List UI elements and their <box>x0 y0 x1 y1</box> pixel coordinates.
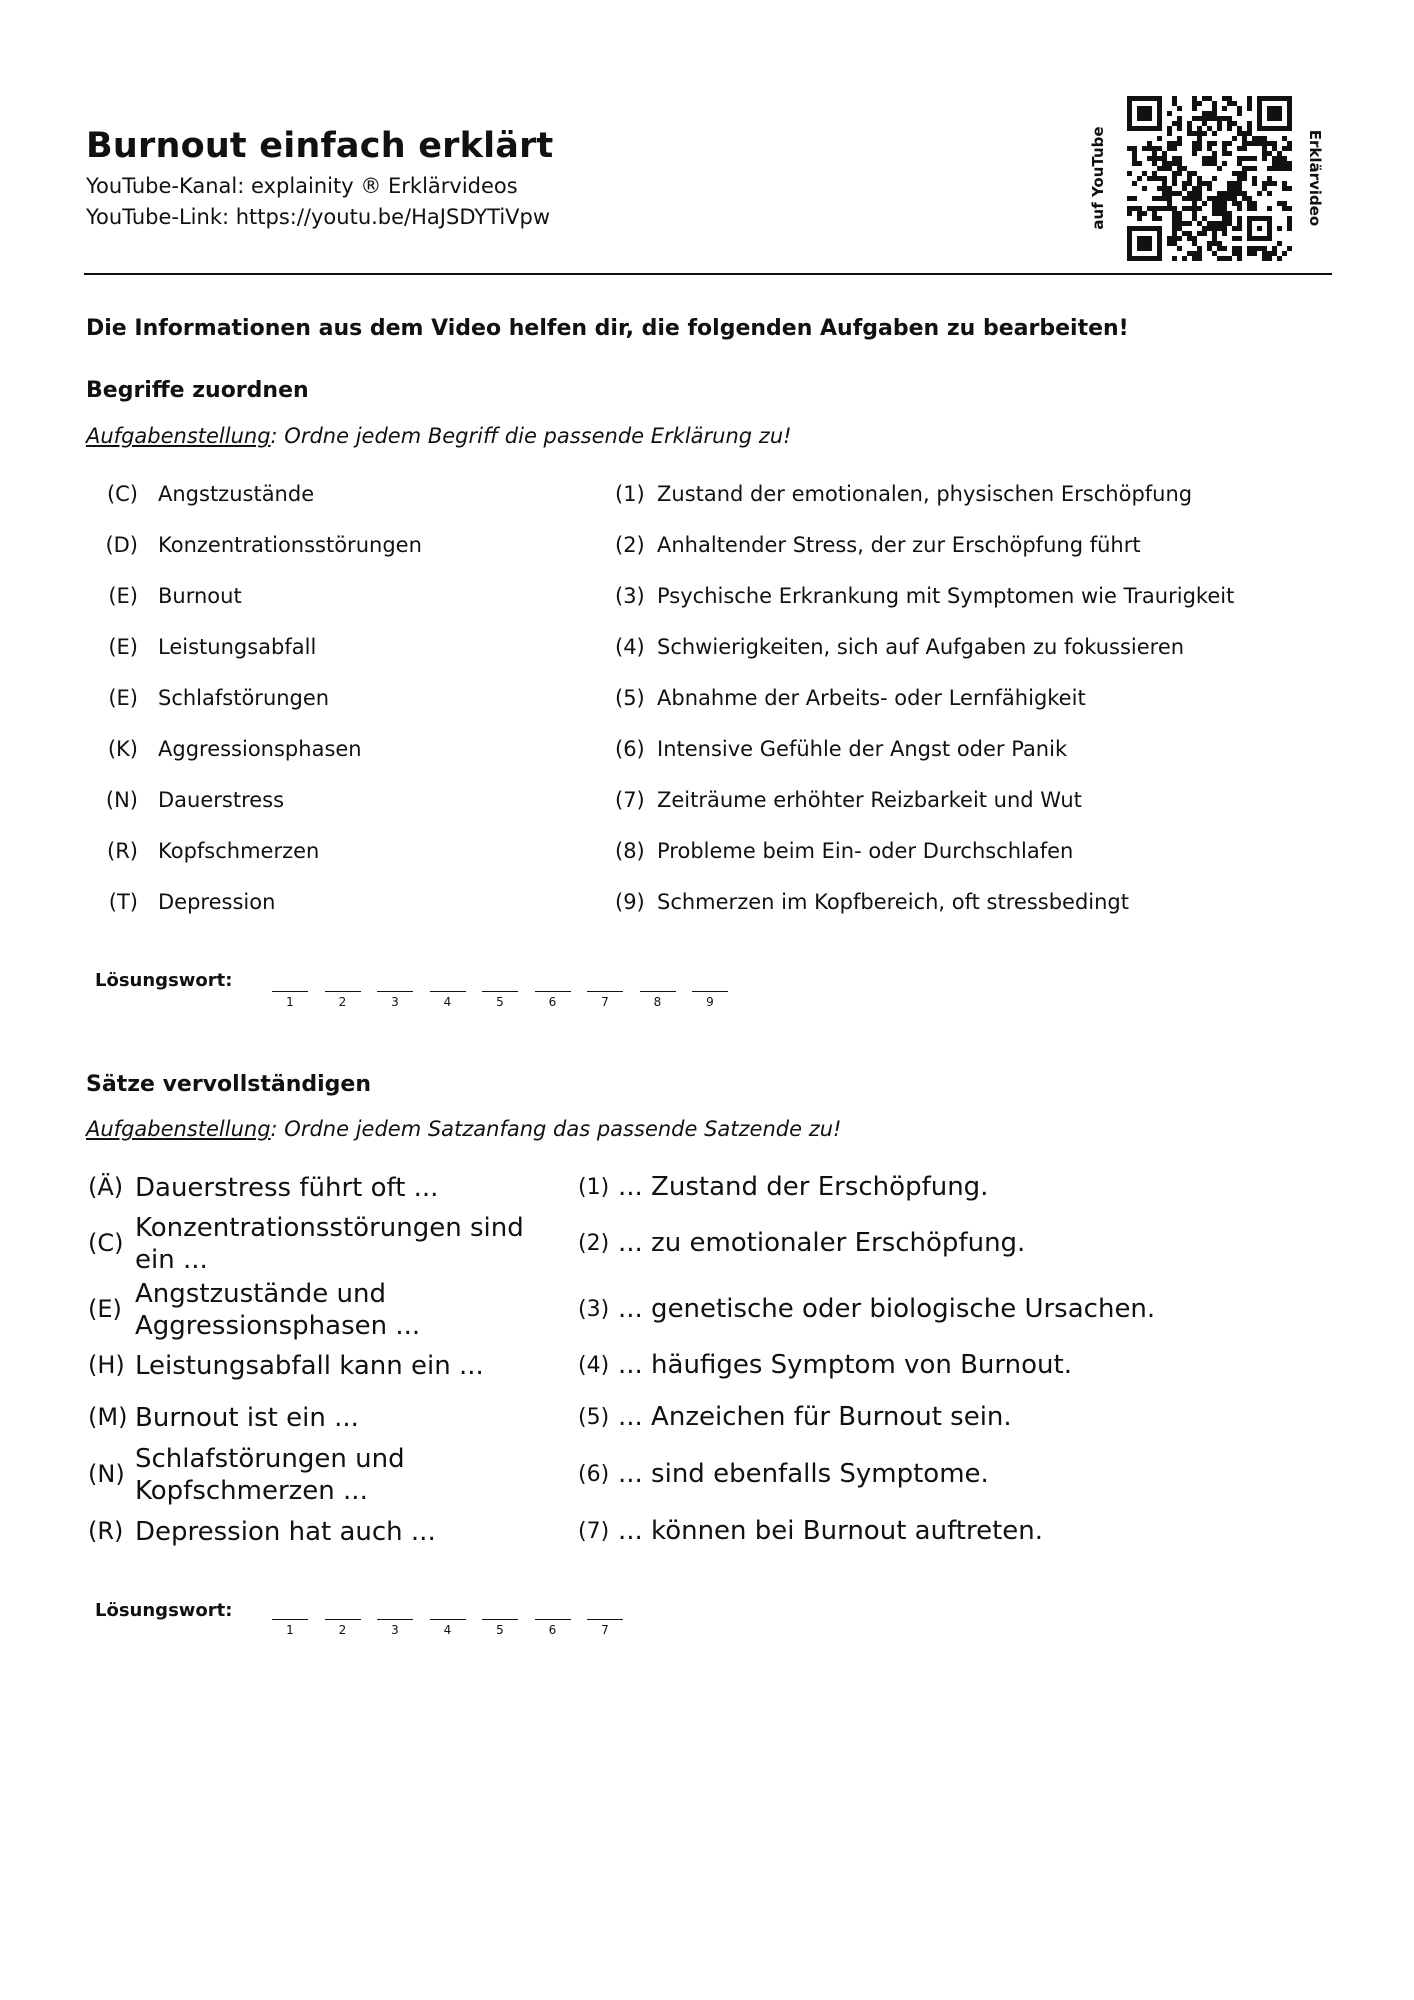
channel-line: YouTube-Kanal: explainity ® Erklärvideos <box>86 174 518 198</box>
answer-blank[interactable] <box>272 991 308 992</box>
sentence-end-number: (4) <box>578 1353 610 1378</box>
answer-blank[interactable] <box>325 1619 361 1620</box>
answer-blank-number: 2 <box>338 1623 347 1637</box>
term-label: Konzentrationsstörungen <box>158 533 422 557</box>
sentence-end-number: (5) <box>578 1405 610 1430</box>
explanation-text: Probleme beim Ein- oder Durchschlafen <box>657 839 1074 863</box>
answer-blank[interactable] <box>430 991 466 992</box>
answer-blank[interactable] <box>587 991 623 992</box>
sentence-end: ... zu emotionaler Erschöpfung. <box>618 1228 1026 1258</box>
sentence-end: ... Zustand der Erschöpfung. <box>618 1172 989 1202</box>
sentence-start-code: (C) <box>88 1229 124 1257</box>
sentence-start: Burnout ist ein ... <box>135 1403 359 1433</box>
term-code: (R) <box>107 839 138 863</box>
sentence-start-code: (Ä) <box>88 1173 124 1201</box>
answer-blank[interactable] <box>482 991 518 992</box>
term-code: (N) <box>105 788 138 812</box>
answer-blank[interactable] <box>377 1619 413 1620</box>
sentence-start: Konzentrationsstörungen sind ein ... <box>135 1213 524 1275</box>
explanation-number: (9) <box>615 890 645 914</box>
sentence-start: Angstzustände und Aggressionsphasen ... <box>135 1279 421 1341</box>
answer-blank[interactable] <box>640 991 676 992</box>
explanation-number: (8) <box>615 839 645 863</box>
solution-label-2: Lösungswort: <box>95 1600 233 1621</box>
term-label: Angstzustände <box>158 482 315 506</box>
term-code: (E) <box>108 635 138 659</box>
sentence-start-code: (M) <box>88 1403 128 1431</box>
explanation-text: Psychische Erkrankung mit Symptomen wie Traurigkeit <box>657 584 1235 608</box>
term-code: (E) <box>108 584 138 608</box>
sentence-end-number: (6) <box>578 1462 610 1487</box>
answer-blank[interactable] <box>430 1619 466 1620</box>
answer-blank[interactable] <box>692 991 728 992</box>
answer-blank-number: 4 <box>443 995 452 1009</box>
section2-task <box>86 1117 841 1141</box>
sentence-start-code: (E) <box>88 1295 122 1323</box>
sentence-end: ... sind ebenfalls Symptome. <box>618 1459 989 1489</box>
task-label: Aufgabenstellung <box>86 424 271 448</box>
page-title: Burnout einfach erklärt <box>86 126 554 166</box>
section2-title: Sätze vervollständigen <box>86 1072 371 1097</box>
task-text: : Ordne jedem Begriff die passende Erklärung zu! <box>270 424 792 448</box>
term-label: Dauerstress <box>158 788 285 812</box>
answer-blank[interactable] <box>587 1619 623 1620</box>
answer-blank[interactable] <box>377 991 413 992</box>
sentence-start: Leistungsabfall kann ein ... <box>135 1351 484 1381</box>
sentence-end-number: (7) <box>578 1519 610 1544</box>
term-code: (C) <box>106 482 138 506</box>
term-label: Aggressionsphasen <box>158 737 362 761</box>
answer-blank-number: 7 <box>601 995 609 1009</box>
explanation-number: (5) <box>615 686 645 710</box>
answer-blank-number: 5 <box>496 1623 504 1637</box>
explanation-text: Anhaltender Stress, der zur Erschöpfung führt <box>657 533 1141 557</box>
answer-blank-number: 5 <box>496 995 504 1009</box>
answer-blank-number: 3 <box>391 1623 399 1637</box>
term-label: Depression <box>158 890 276 914</box>
term-code: (T) <box>108 890 138 914</box>
section1-title: Begriffe zuordnen <box>86 378 309 403</box>
term-code: (E) <box>108 686 138 710</box>
sentence-start: Dauerstress führt oft ... <box>135 1173 439 1203</box>
answer-blank-number: 1 <box>286 1623 294 1637</box>
sentence-end-number: (3) <box>578 1297 610 1322</box>
answer-blank[interactable] <box>272 1619 308 1620</box>
answer-blank-number: 9 <box>706 995 714 1009</box>
answer-blank-number: 6 <box>548 995 557 1009</box>
link-line: YouTube-Link: https://youtu.be/HaJSDYTiVpw <box>86 205 551 229</box>
answer-blank[interactable] <box>535 1619 571 1620</box>
sentence-end: ... genetische oder biologische Ursachen. <box>618 1294 1156 1324</box>
explanation-text: Intensive Gefühle der Angst oder Panik <box>657 737 1068 761</box>
term-label: Burnout <box>158 584 242 608</box>
intro-text: Die Informationen aus dem Video helfen dir, die folgenden Aufgaben zu bearbeiten! <box>86 316 1129 341</box>
sentence-start-code: (N) <box>88 1460 125 1488</box>
explanation-number: (2) <box>615 533 645 557</box>
sentence-end: ... Anzeichen für Burnout sein. <box>618 1402 1012 1432</box>
answer-blank-number: 1 <box>286 995 294 1009</box>
answer-blank-number: 6 <box>548 1623 557 1637</box>
term-label: Schlafstörungen <box>158 686 330 710</box>
sentence-start-code: (R) <box>88 1517 124 1545</box>
sentence-end-number: (2) <box>578 1231 610 1256</box>
term-label: Leistungsabfall <box>158 635 317 659</box>
section1-task <box>86 424 792 448</box>
answer-blank-number: 3 <box>391 995 399 1009</box>
solution-label-1: Lösungswort: <box>95 970 233 991</box>
explanation-text: Schmerzen im Kopfbereich, oft stressbedingt <box>657 890 1129 914</box>
sentence-end-number: (1) <box>578 1175 610 1200</box>
explanation-text: Zeiträume erhöhter Reizbarkeit und Wut <box>657 788 1082 812</box>
qr-code-icon[interactable] <box>1127 96 1292 261</box>
answer-blank-number: 2 <box>338 995 347 1009</box>
explanation-number: (6) <box>615 737 645 761</box>
qr-label-left: auf YouTube <box>1089 126 1107 230</box>
qr-label-right: Erklärvideo <box>1306 129 1324 227</box>
answer-blank[interactable] <box>325 991 361 992</box>
header-divider <box>84 273 1332 275</box>
term-code: (K) <box>107 737 138 761</box>
answer-blank[interactable] <box>482 1619 518 1620</box>
term-code: (D) <box>105 533 138 557</box>
task-label: Aufgabenstellung <box>86 1117 271 1141</box>
sentence-start-code: (H) <box>88 1351 125 1379</box>
explanation-number: (3) <box>615 584 645 608</box>
task-text: : Ordne jedem Satzanfang das passende Satzende zu! <box>270 1117 842 1141</box>
sentence-start: Depression hat auch ... <box>135 1517 436 1547</box>
term-label: Kopfschmerzen <box>158 839 320 863</box>
sentence-end: ... häufiges Symptom von Burnout. <box>618 1350 1072 1380</box>
answer-blank-number: 8 <box>653 995 662 1009</box>
sentence-start: Schlafstörungen und Kopfschmerzen ... <box>135 1444 405 1506</box>
explanation-number: (1) <box>615 482 645 506</box>
sentence-end: ... können bei Burnout auftreten. <box>618 1516 1044 1546</box>
explanation-text: Schwierigkeiten, sich auf Aufgaben zu fokussieren <box>657 635 1185 659</box>
answer-blank-number: 4 <box>443 1623 452 1637</box>
answer-blank-number: 7 <box>601 1623 609 1637</box>
explanation-number: (7) <box>615 788 645 812</box>
explanation-text: Abnahme der Arbeits- oder Lernfähigkeit <box>657 686 1086 710</box>
explanation-number: (4) <box>615 635 645 659</box>
answer-blank[interactable] <box>535 991 571 992</box>
explanation-text: Zustand der emotionalen, physischen Erschöpfung <box>657 482 1193 506</box>
